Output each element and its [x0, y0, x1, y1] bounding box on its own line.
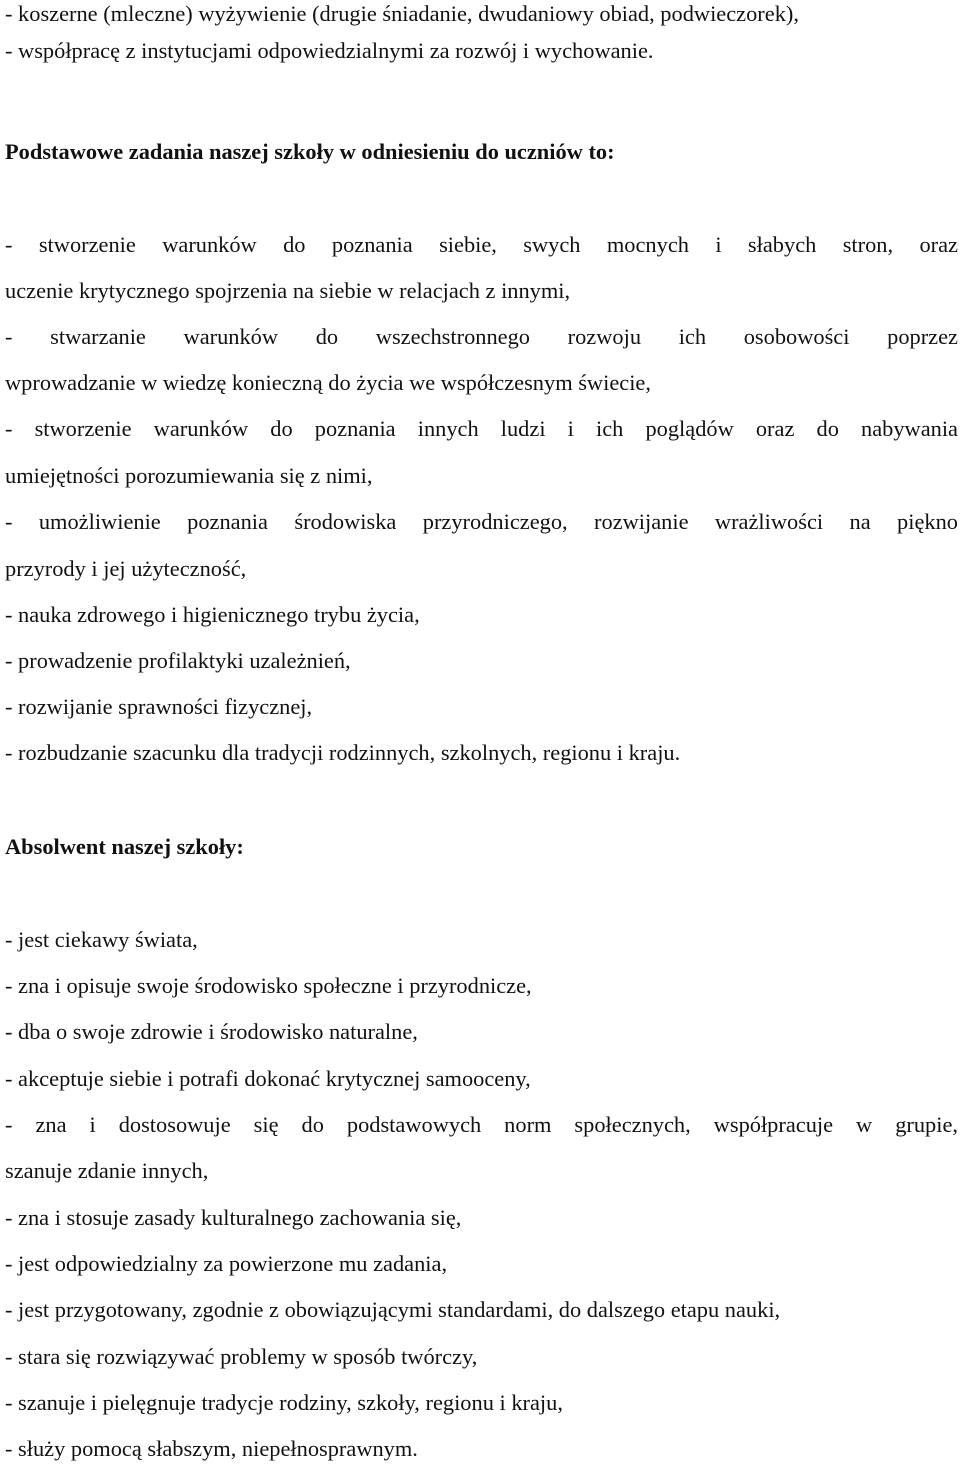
tasks-line: wprowadzanie w wiedzę konieczną do życia we współczesnym świecie,	[5, 370, 651, 395]
tasks-heading: Podstawowe zadania naszej szkoły w odniesieniu do uczniów to:	[5, 139, 615, 164]
graduate-line: - jest przygotowany, zgodnie z obowiązującymi standardami, do dalszego etapu nauki,	[5, 1297, 781, 1322]
intro-list-item: - koszerne (mleczne) wyżywienie (drugie śniadanie, dwudaniowy obiad, podwieczorek),	[5, 1, 799, 26]
graduate-line: szanuje zdanie innych,	[5, 1158, 209, 1183]
graduate-line: - stara się rozwiązywać problemy w sposób twórczy,	[5, 1344, 478, 1369]
tasks-line: przyrody i jej użyteczność,	[5, 556, 247, 581]
graduate-line: - zna i stosuje zasady kulturalnego zachowania się,	[5, 1205, 462, 1230]
graduate-line: - zna i opisuje swoje środowisko społeczne i przyrodnicze,	[5, 973, 532, 998]
graduate-line: - dba o swoje zdrowie i środowisko naturalne,	[5, 1019, 418, 1044]
tasks-line: - nauka zdrowego i higienicznego trybu życia,	[5, 602, 420, 627]
graduate-line: - służy pomocą słabszym, niepełnosprawnym.	[5, 1436, 418, 1461]
tasks-line: - stworzenie warunków do poznania siebie, swych mocnych i słabych stron, oraz	[5, 232, 958, 257]
graduate-line: - zna i dostosowuje się do podstawowych norm społecznych, współpracuje w grupie,	[5, 1112, 958, 1137]
tasks-line: uczenie krytycznego spojrzenia na siebie w relacjach z innymi,	[5, 278, 571, 303]
tasks-line: - prowadzenie profilaktyki uzależnień,	[5, 648, 351, 673]
tasks-line: - rozbudzanie szacunku dla tradycji rodzinnych, szkolnych, regionu i kraju.	[5, 740, 681, 765]
intro-list-item: - współpracę z instytucjami odpowiedzialnymi za rozwój i wychowanie.	[5, 38, 654, 63]
graduate-line: - jest ciekawy świata,	[5, 927, 198, 952]
tasks-line: - umożliwienie poznania środowiska przyrodniczego, rozwijanie wrażliwości na piękno	[5, 509, 958, 534]
graduate-heading: Absolwent naszej szkoły:	[5, 834, 244, 859]
tasks-line: - rozwijanie sprawności fizycznej,	[5, 694, 313, 719]
graduate-line: - akceptuje siebie i potrafi dokonać krytycznej samooceny,	[5, 1066, 531, 1091]
tasks-line: umiejętności porozumiewania się z nimi,	[5, 463, 373, 488]
tasks-line: - stworzenie warunków do poznania innych ludzi i ich poglądów oraz do nabywania	[5, 416, 958, 441]
graduate-line: - jest odpowiedzialny za powierzone mu zadania,	[5, 1251, 448, 1276]
tasks-line: - stwarzanie warunków do wszechstronnego rozwoju ich osobowości poprzez	[5, 324, 958, 349]
graduate-line: - szanuje i pielęgnuje tradycje rodziny, szkoły, regionu i kraju,	[5, 1390, 563, 1415]
